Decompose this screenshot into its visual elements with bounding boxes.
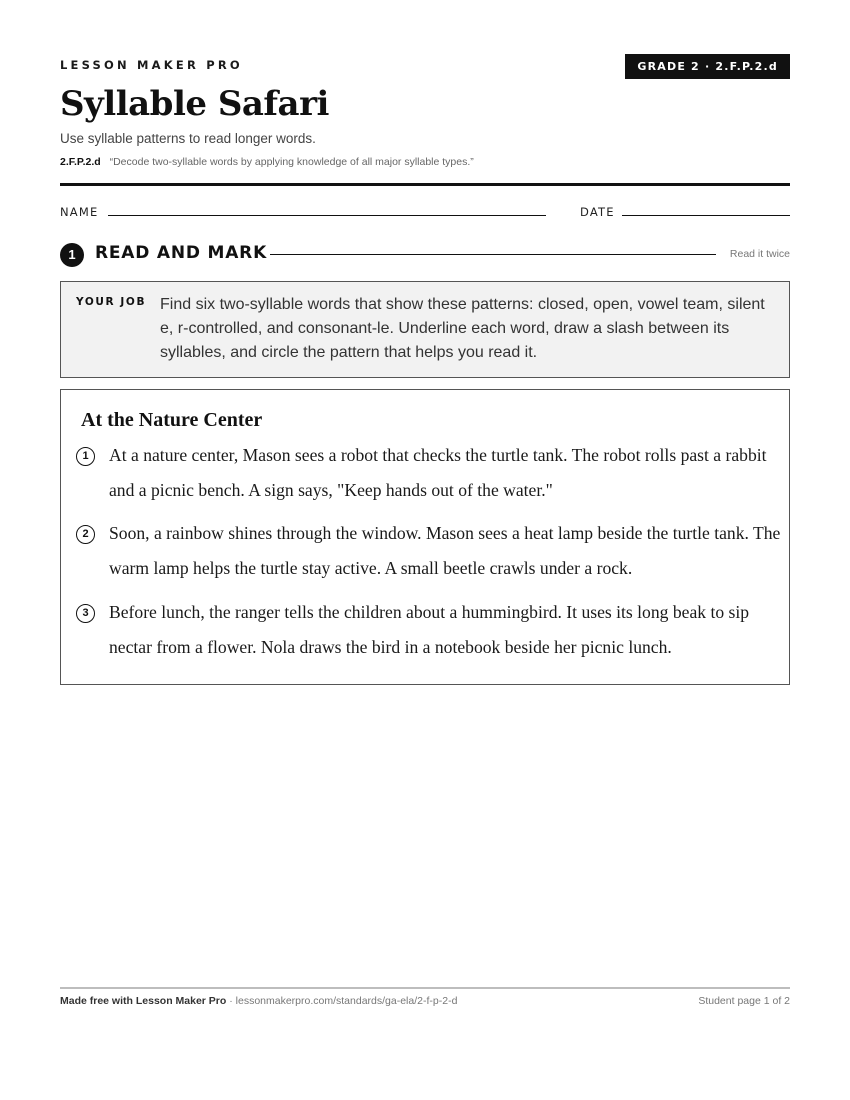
footer-url[interactable]: · lessonmakerpro.com/standards/ga-ela/2-f-p-2-d	[226, 995, 458, 1007]
footer-credit	[60, 995, 457, 1007]
footer-divider	[60, 987, 790, 989]
name-field-line[interactable]	[108, 215, 546, 216]
section-number-badge: 1	[60, 243, 84, 267]
date-field-line[interactable]	[622, 215, 790, 216]
paragraph-number-1: 1	[76, 447, 95, 466]
paragraph-text-1: At a nature center, Mason sees a robot that checks the turtle tank. The robot rolls past a rabbit and a picnic bench. A sign says, "Keep hands out of the water."	[109, 445, 767, 500]
brand-name: LESSON MAKER PRO	[60, 58, 243, 72]
paragraph-number-3: 3	[76, 604, 95, 623]
paragraph-text-2: Soon, a rainbow shines through the window. Mason sees a heat lamp beside the turtle tank. The warm lamp helps the turtle stay active. A small beetle crawls under a rock.	[109, 523, 781, 578]
your-job-box	[60, 281, 790, 378]
paragraph-number-2: 2	[76, 525, 95, 544]
your-job-text: Find six two-syllable words that show these patterns: closed, open, vowel team, silent e, r-controlled, and consonant-le. Underline each word, draw a slash between its syllables, and circle the pattern that helps you read it.	[160, 296, 765, 361]
passage-title: At the Nature Center	[81, 409, 263, 431]
footer-page-number: Student page 1 of 2	[698, 995, 790, 1007]
section-divider	[270, 254, 716, 255]
standard-line	[60, 156, 474, 168]
header-divider	[60, 183, 790, 186]
paragraph-text-3: Before lunch, the ranger tells the children about a hummingbird. It uses its long beak to sip nectar from a flower. Nola draws the bird in a notebook beside her picnic lunch.	[109, 602, 750, 657]
section-title: READ AND MARK	[95, 243, 268, 263]
grade-badge: GRADE 2 · 2.F.P.2.d	[625, 54, 790, 79]
page-subtitle: Use syllable patterns to read longer words.	[60, 131, 316, 146]
date-label: DATE	[580, 205, 615, 219]
standard-text: “Decode two-syllable words by applying knowledge of all major syllable types.”	[109, 156, 474, 168]
worksheet-page	[60, 0, 790, 1100]
your-job-label: YOUR JOB	[76, 296, 147, 308]
footer-made-with: Made free with Lesson Maker Pro	[60, 995, 227, 1007]
passage-box	[60, 389, 790, 685]
section-note: Read it twice	[729, 248, 790, 260]
page-title: Syllable Safari	[60, 84, 329, 124]
name-label: NAME	[60, 205, 99, 219]
standard-code: 2.F.P.2.d	[60, 156, 101, 168]
